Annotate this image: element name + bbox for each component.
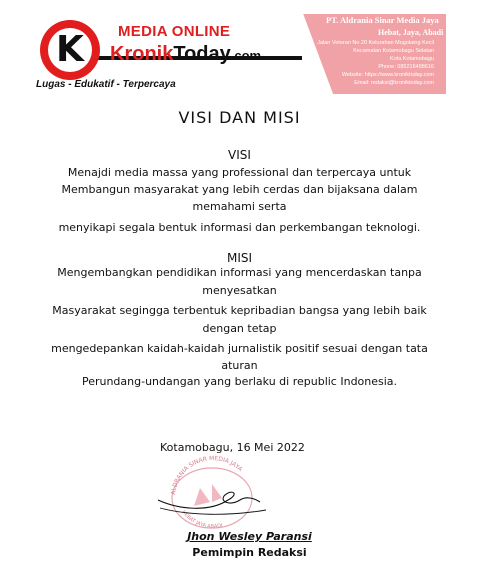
- document-title: VISI DAN MISI: [178, 108, 301, 127]
- company-stamp: [150, 450, 270, 530]
- stamp-bottom-path: HEBAT JAYA ABADI: [180, 509, 224, 530]
- brand-kronik: Kronik: [110, 43, 174, 65]
- address-line: Email: redaksi@kroniktoday.com: [354, 80, 434, 86]
- media-online-label: MEDIA ONLINE: [118, 23, 231, 40]
- visi-line: Membangun masyarakat yang lebih cerdas dan bijaksana dalam: [61, 183, 418, 196]
- misi-line: Perundang-undangan yang berlaku di republic Indonesia.: [81, 375, 398, 388]
- signer-name: Jhon Wesley Paransi: [187, 530, 312, 543]
- stamp-arc-text: [170, 455, 244, 495]
- stamp-arc-path: ALDRANIA SINAR MEDIA JAYA: [169, 455, 244, 496]
- brand-tld: .com: [230, 48, 262, 63]
- misi-line: Masyarakat segingga terbentuk kepribadian bangsa yang lebih baik: [52, 304, 427, 317]
- address-line: Kecamatan Kotamobagu Selatan: [353, 48, 434, 54]
- signer-role: Pemimpin Redaksi: [192, 546, 307, 559]
- misi-line: Mengembangkan pendidikan informasi yang mencerdaskan tanpa: [57, 266, 422, 279]
- misi-line: menyesatkan: [202, 284, 277, 297]
- brand-name: [110, 43, 261, 66]
- company-address: [317, 39, 434, 87]
- misi-line: aturan: [221, 359, 258, 372]
- misi-heading: MISI: [226, 251, 253, 265]
- address-line: Website: https://www.kroniktoday.com: [341, 72, 434, 78]
- kroniktoday-logo: [40, 20, 100, 80]
- company-motto: Hebat, Jaya, Abadi: [378, 28, 444, 37]
- stamp-logo-icon: [212, 484, 222, 502]
- logo-k-mark: K: [56, 29, 84, 70]
- visi-heading: VISI: [228, 148, 251, 162]
- visi-line: Menajdi media massa yang professional dan terpercaya untuk: [67, 166, 412, 179]
- visi-line: menyikapi segala bentuk informasi dan perkembangan teknologi.: [58, 221, 421, 234]
- address-line: Kota Kotamobagu: [389, 56, 434, 62]
- misi-line: mengedepankan kaidah-kaidah jurnalistik positif sesuai dengan tata: [51, 342, 428, 355]
- signature-underline-stroke: [160, 508, 266, 514]
- stamp-logo-icon: [194, 488, 210, 506]
- misi-line: dengan tetap: [202, 322, 277, 335]
- tagline: Lugas - Edukatif - Terpercaya: [36, 79, 176, 90]
- company-name: PT. Aldrania Sinar Media Jaya: [326, 15, 439, 25]
- visi-line: memahami serta: [192, 200, 287, 213]
- letterhead: [0, 0, 479, 100]
- address-line: Jalan Veteran No 20 Kelurahan Mogolaing Kecil: [317, 40, 434, 46]
- address-line: Phone: 085216488616: [378, 64, 434, 70]
- brand-today: Today: [173, 43, 231, 65]
- place-date: Kotamobagu, 16 Mei 2022: [160, 441, 305, 454]
- logo-inner: [48, 28, 92, 72]
